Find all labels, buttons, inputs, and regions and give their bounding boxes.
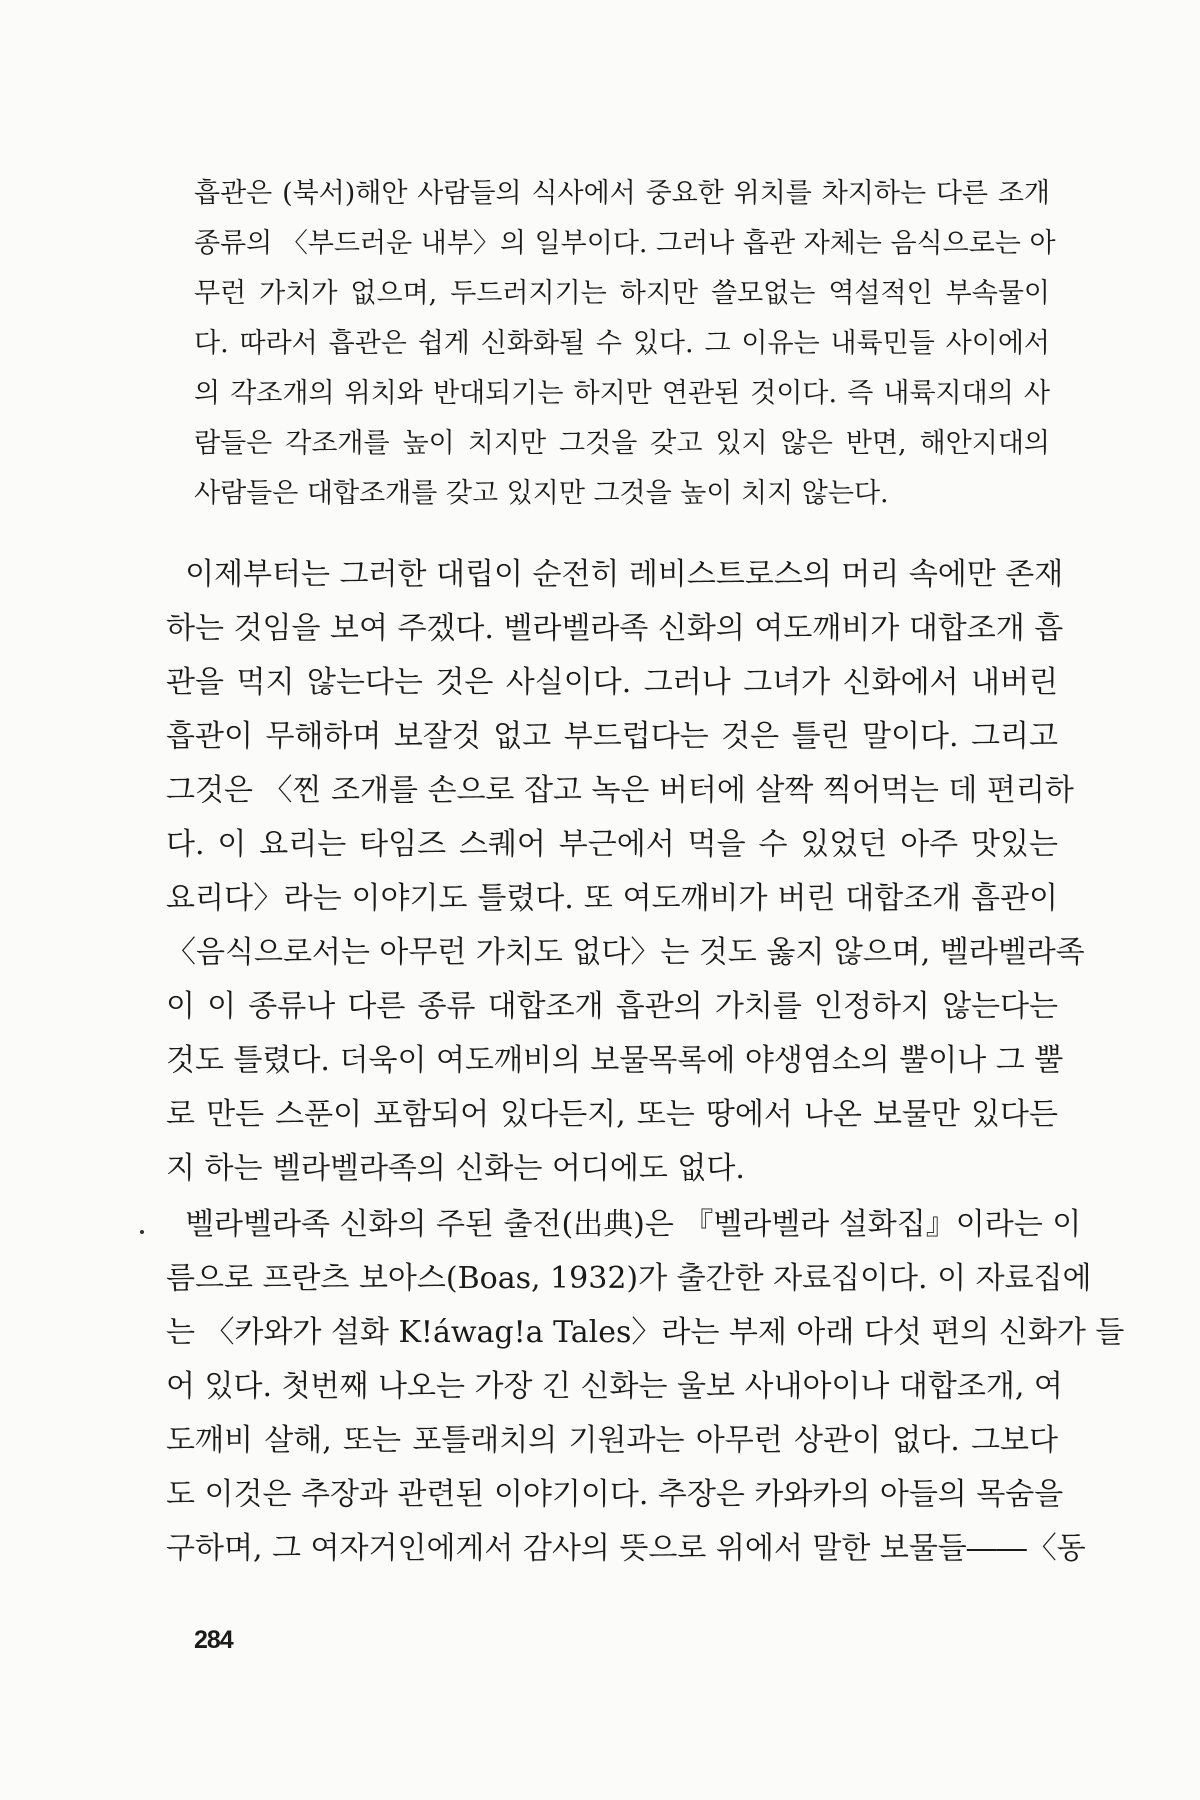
body-line: 관을 먹지 않는다는 것은 사실이다. 그러나 그녀가 신화에서 내버린 [166,665,1058,700]
body-line: 벨라벨라족 신화의 주된 출전(出典)은 『벨라벨라 설화집』이라는 이 [166,1207,1082,1242]
body-line: 는 〈카와가 설화 K!áwag!a Tales〉라는 부제 아래 다섯 편의 신화가 들 [166,1315,1125,1350]
quote-line: 무런 가치가 없으며, 두드러지기는 하지만 쓸모없는 역설적인 부속물이 [194,278,1050,309]
body-line: 다. 이 요리는 타임즈 스퀘어 부근에서 먹을 수 있었던 아주 맛있는 [166,827,1058,862]
quote-line: 람들은 각조개를 높이 치지만 그것을 갖고 있지 않은 반면, 해안지대의 [194,428,1050,459]
body-line: 이 이 종류나 다른 종류 대합조개 흡관의 가치를 인정하지 않는다는 [166,989,1058,1024]
quote-line: 흡관은 (북서)해안 사람들의 식사에서 중요한 위치를 차지하는 다른 조개 [194,178,1050,209]
body-line: 로 만든 스푼이 포함되어 있다든지, 또는 땅에서 나온 보물만 있다든 [166,1097,1058,1132]
body-line: 름으로 프란츠 보아스(Boas, 1932)가 출간한 자료집이다. 이 자료집에 [166,1261,1092,1296]
body-line: 하는 것임을 보여 주겠다. 벨라벨라족 신화의 여도깨비가 대합조개 흡 [166,611,1064,646]
body-line: 구하며, 그 여자거인에게서 감사의 뜻으로 위에서 말한 보물들――〈동 [166,1531,1086,1566]
quote-line: 다. 따라서 흡관은 쉽게 신화화될 수 있다. 그 이유는 내륙민들 사이에서 [194,328,1050,359]
quote-line: 의 각조개의 위치와 반대되기는 하지만 연관된 것이다. 즉 내륙지대의 사 [194,378,1050,409]
quote-line: 사람들은 대합조개를 갖고 있지만 그것을 높이 치지 않는다. [194,478,889,509]
body-line: 요리다〉라는 이야기도 틀렸다. 또 여도깨비가 버린 대합조개 흡관이 [166,881,1058,916]
body-line: 것도 틀렸다. 더욱이 여도깨비의 보물목록에 야생염소의 뿔이나 그 뿔 [166,1043,1064,1078]
body-line: 도깨비 살해, 또는 포틀래치의 기원과는 아무런 상관이 없다. 그보다 [166,1423,1058,1458]
body-line: 그것은 〈찐 조개를 손으로 잡고 녹은 버터에 살짝 찍어먹는 데 편리하 [166,773,1074,808]
body-line: 도 이것은 추장과 관련된 이야기이다. 추장은 카와카의 아들의 목숨을 [166,1477,1064,1512]
body-line: 지 하는 벨라벨라족의 신화는 어디에도 없다. [166,1151,745,1186]
body-line: 어 있다. 첫번째 나오는 가장 긴 신화는 울보 사내아이나 대합조개, 여 [166,1369,1063,1404]
margin-mark-icon [140,1230,144,1234]
body-line: 흡관이 무해하며 보잘것 없고 부드럽다는 것은 틀린 말이다. 그리고 [166,719,1058,754]
body-line: 이제부터는 그러한 대립이 순전히 레비스트로스의 머리 속에만 존재 [166,557,1064,592]
page-number: 284 [194,1626,233,1654]
quote-line: 종류의 〈부드러운 내부〉의 일부이다. 그러나 흡관 자체는 음식으로는 아 [194,228,1056,259]
body-line: 〈음식으로서는 아무런 가치도 없다〉는 것도 옳지 않으며, 벨라벨라족 [166,935,1085,970]
